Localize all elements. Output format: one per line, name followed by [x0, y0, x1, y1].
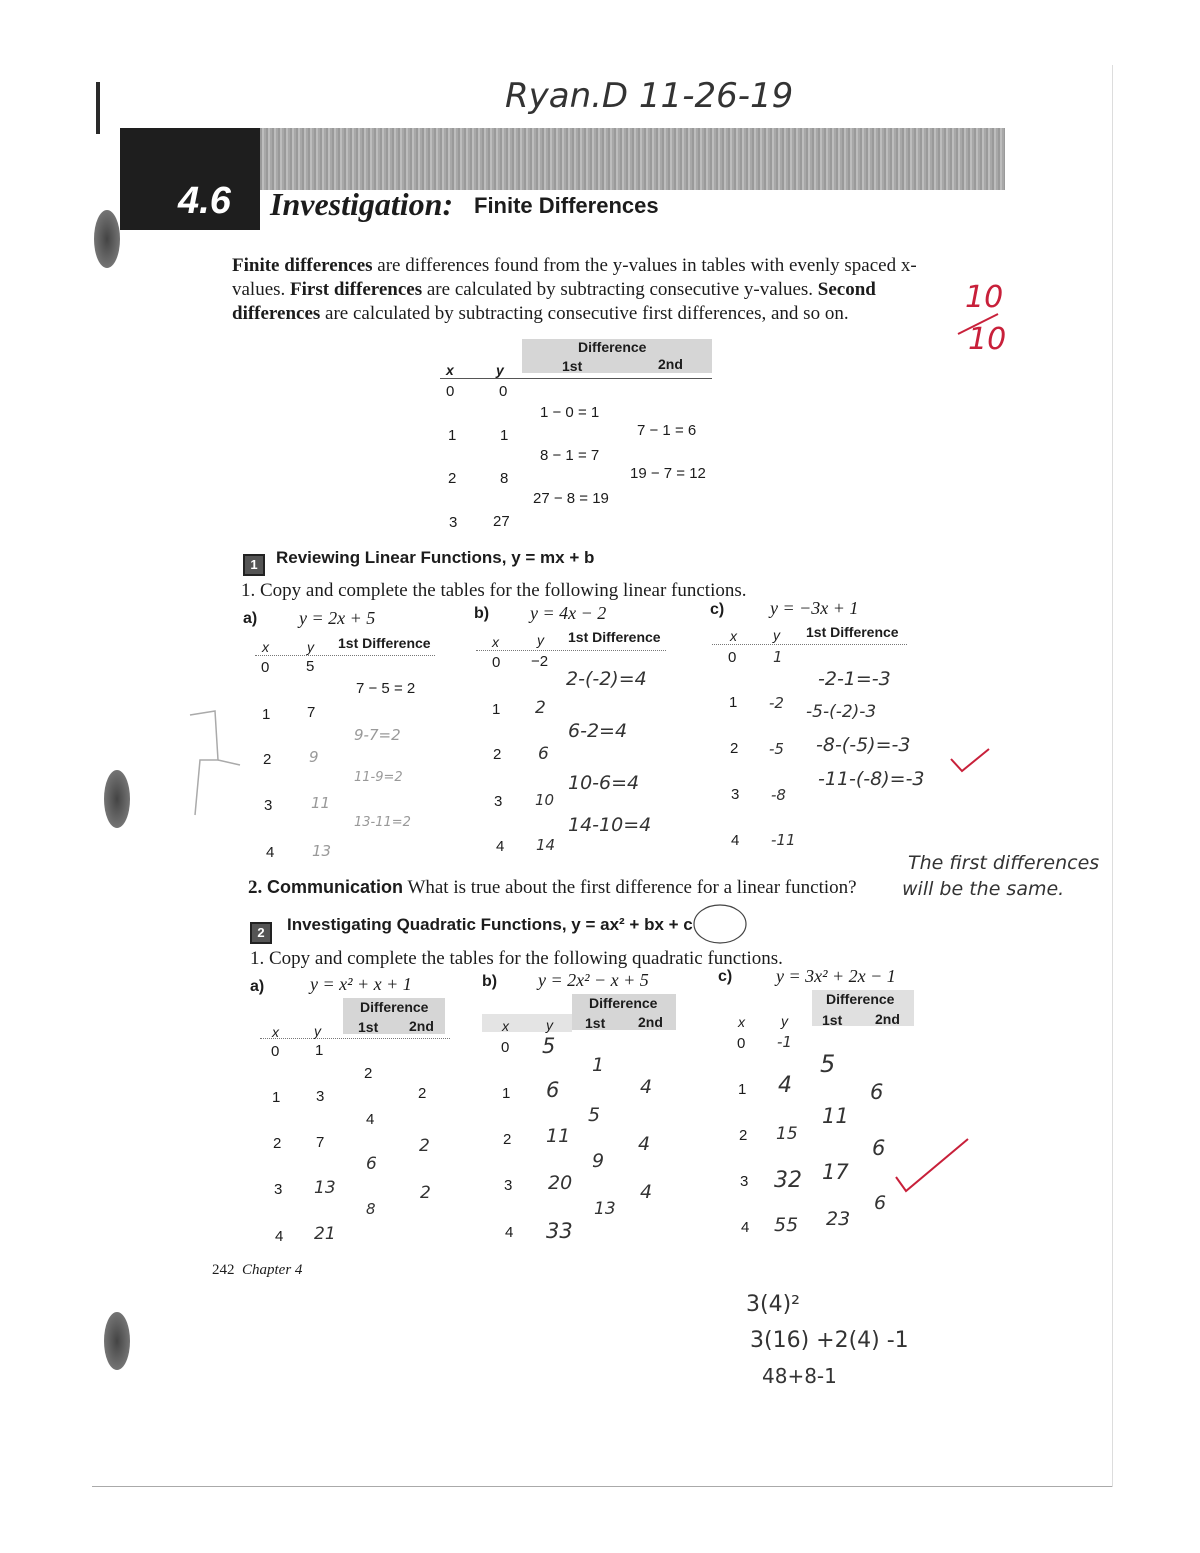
part1-c-x: 4: [731, 832, 740, 849]
part2-c-first-diff: 5: [820, 1050, 836, 1078]
part2-c-equation: y = 3x² + 2x − 1: [776, 966, 896, 986]
part1-b-x: 4: [496, 838, 505, 855]
example-header-1st: 1st: [562, 358, 583, 374]
part2-c-label: c): [718, 968, 733, 985]
binder-hole-mark: [94, 210, 120, 268]
part1-c-label: c): [710, 601, 725, 618]
part2-b-x: 2: [503, 1131, 512, 1148]
part2-c-second-diff: 6: [872, 1136, 886, 1160]
part2-a-label: a): [250, 978, 265, 995]
scan-bottom-edge: [92, 1486, 1112, 1487]
part2-b-first-diff: 9: [592, 1150, 605, 1172]
part2-c-y: -1: [777, 1033, 792, 1051]
part2-b-first-diff: 1: [592, 1054, 605, 1076]
part1-c-diff: -5-(-2)-3: [806, 702, 877, 722]
scan-right-edge: [1112, 65, 1113, 1487]
part2-c-first-diff: 23: [826, 1208, 851, 1230]
part1-q2-answer-line2: will be the same.: [902, 878, 1065, 900]
part2-b-x: 4: [505, 1224, 514, 1241]
scratch-work-line: 3(16) +2(4) -1: [750, 1328, 909, 1353]
intro-text: are differences found from the y-values in tables with evenly spaced x-values.: [232, 255, 917, 300]
part1-b-equation: y = 4x − 2: [530, 603, 607, 623]
part1-c-diff: -2-1=-3: [818, 668, 891, 690]
part2-a-x: 0: [271, 1043, 280, 1060]
part1-c-diff: -8-(-5)=-3: [816, 734, 911, 756]
part2-a-header-difference: Difference: [360, 999, 429, 1015]
part2-a-equation: y = x² + x + 1: [310, 974, 412, 994]
part1-b-header-y: y: [537, 632, 544, 648]
part2-a-header-y: y: [314, 1023, 321, 1039]
part1-number-icon: 1: [243, 554, 265, 576]
scratch-work-line: 48+8-1: [762, 1364, 837, 1388]
part2-c-y: 32: [774, 1168, 802, 1193]
part2-c-header-difference: Difference: [826, 991, 895, 1007]
intro-paragraph: [232, 254, 932, 326]
part2-b-header-1st: 1st: [585, 1015, 606, 1031]
part1-a-header-rule: [255, 655, 435, 656]
part1-c-x: 1: [729, 694, 738, 711]
scratch-work-line: 3(4)²: [746, 1292, 800, 1317]
part2-a-first-diff: 4: [366, 1111, 375, 1128]
part2-a-first-diff: 2: [364, 1065, 373, 1082]
part1-b-label: b): [474, 605, 490, 622]
part1-b-header-diff: 1st Difference: [568, 629, 661, 645]
part2-c-x: 1: [738, 1081, 747, 1098]
example-header-rule: [440, 378, 712, 379]
part2-b-second-diff: 4: [640, 1076, 653, 1098]
part1-c-y: 1: [773, 648, 783, 666]
part2-b-header-x: x: [502, 1018, 509, 1034]
part2-a-y: 1: [315, 1042, 324, 1059]
part2-a-x: 2: [273, 1135, 282, 1152]
chapter-label: Chapter 4: [242, 1262, 303, 1278]
example-second-diff: 19 − 7 = 12: [630, 465, 706, 482]
part2-a-second-diff: 2: [419, 1136, 430, 1156]
part1-c-header-diff: 1st Difference: [806, 624, 899, 640]
part1-c-y: -5: [769, 740, 784, 758]
checkmark-icon: [948, 745, 992, 775]
checkmark-icon: [892, 1135, 972, 1195]
example-first-diff: 27 − 8 = 19: [533, 490, 609, 507]
part2-c-y: 55: [774, 1214, 799, 1236]
part1-b-x: 3: [494, 793, 503, 810]
example-first-diff: 8 − 1 = 7: [540, 447, 600, 464]
example-x: 3: [449, 514, 458, 531]
part1-a-y: 5: [306, 658, 315, 675]
part1-b-diff: 10-6=4: [568, 772, 640, 794]
intro-term: Finite differences: [232, 255, 373, 276]
part2-a-y: 13: [314, 1178, 336, 1198]
part2-c-x: 4: [741, 1219, 750, 1236]
part2-c-first-diff: 11: [822, 1104, 849, 1128]
part2-c-second-diff: 6: [874, 1192, 887, 1214]
part2-c-header-2nd: 2nd: [875, 1011, 900, 1027]
part2-b-label: b): [482, 973, 498, 990]
part2-b-header-y: y: [546, 1017, 553, 1033]
part2-c-header-x: x: [738, 1014, 745, 1030]
part1-b-diff: 14-10=4: [568, 814, 652, 836]
part1-a-diff: 7 − 5 = 2: [356, 680, 416, 697]
part2-b-first-diff: 5: [588, 1104, 601, 1126]
part2-b-header-2nd: 2nd: [638, 1014, 663, 1030]
part1-b-header-x: x: [492, 634, 499, 650]
part1-c-y: -8: [771, 786, 786, 804]
part2-c-x: 0: [737, 1035, 746, 1052]
part1-a-x: 0: [261, 659, 270, 676]
part1-c-header-rule: [712, 644, 907, 645]
part2-heading: Investigating Quadratic Functions, y = ax² + bx + c: [287, 915, 693, 934]
score-numerator: 10: [965, 280, 1004, 315]
example-header-y: y: [496, 362, 504, 378]
part1-c-header-y: y: [773, 627, 780, 643]
part1-c-y: -11: [771, 831, 796, 849]
margin-doodle: [170, 705, 260, 825]
part2-c-x: 2: [739, 1127, 748, 1144]
part2-b-y: 6: [546, 1078, 560, 1102]
part2-question: 1. Copy and complete the tables for the following quadratic functions.: [250, 948, 783, 969]
example-second-diff: 7 − 1 = 6: [637, 422, 697, 439]
scan-edge-mark: [96, 82, 100, 134]
part1-a-diff: 9-7=2: [354, 726, 401, 744]
part2-b-x: 3: [504, 1177, 513, 1194]
part1-b-y: 10: [535, 791, 555, 809]
part2-c-second-diff: 6: [870, 1080, 884, 1104]
part2-b-x: 1: [502, 1085, 511, 1102]
part2-b-y: 11: [546, 1125, 571, 1147]
section-number: 4.6: [178, 180, 231, 222]
part2-b-second-diff: 4: [640, 1181, 653, 1203]
part2-c-x: 3: [740, 1173, 749, 1190]
example-x: 0: [446, 383, 455, 400]
intro-text: are calculated by subtracting consecutive first differences, and so on.: [320, 303, 849, 324]
part2-a-x: 3: [274, 1181, 283, 1198]
example-y: 27: [493, 513, 510, 530]
part2-c-y: 15: [776, 1124, 798, 1144]
page-footer: [212, 1262, 302, 1279]
part1-b-y: 2: [535, 698, 546, 718]
part1-a-header-y: y: [307, 639, 314, 655]
part2-b-header-difference: Difference: [589, 995, 658, 1011]
part2-a-second-diff: 2: [420, 1183, 431, 1203]
part1-a-label: a): [243, 610, 258, 627]
part2-c-first-diff: 17: [822, 1160, 849, 1184]
part2-a-x: 4: [275, 1228, 284, 1245]
part1-a-x: 1: [262, 706, 271, 723]
example-y: 0: [499, 383, 508, 400]
part2-number-icon: 2: [250, 922, 272, 944]
part2-a-header-rule: [260, 1038, 450, 1039]
part1-c-x: 3: [731, 786, 740, 803]
binder-hole-mark: [104, 770, 130, 828]
part1-a-y: 9: [309, 748, 319, 766]
part1-a-y: 11: [311, 794, 331, 812]
part2-a-header-2nd: 2nd: [409, 1018, 434, 1034]
part2-b-equation: y = 2x² − x + 5: [538, 970, 649, 990]
part2-c-y: 4: [778, 1073, 792, 1098]
part1-question: 1. Copy and complete the tables for the following linear functions.: [241, 580, 747, 601]
part1-b-y: 14: [536, 836, 556, 854]
example-first-diff: 1 − 0 = 1: [540, 404, 600, 421]
part1-c-y: -2: [769, 694, 784, 712]
part2-a-y: 7: [316, 1134, 325, 1151]
part1-b-y: −2: [531, 653, 549, 670]
part1-heading: Reviewing Linear Functions, y = mx + b: [276, 548, 595, 567]
part1-q2: [248, 877, 857, 899]
part2-a-first-diff: 8: [366, 1200, 376, 1218]
section-header-band: [260, 128, 1005, 190]
part1-c-x: 2: [730, 740, 739, 757]
part1-a-y: 7: [307, 704, 316, 721]
part1-a-diff: 11-9=2: [354, 770, 403, 785]
part2-b-first-diff: 13: [594, 1199, 616, 1219]
example-x: 2: [448, 470, 457, 487]
part2-b-second-diff: 4: [638, 1133, 651, 1155]
part1-c-diff: -11-(-8)=-3: [818, 768, 925, 790]
part1-q2-answer-line1: The first differences: [908, 852, 1100, 874]
part1-a-x: 4: [266, 844, 275, 861]
part2-a-header-x: x: [272, 1024, 279, 1040]
part1-q2-label: Communication: [267, 877, 404, 897]
part2-b-y: 33: [546, 1219, 573, 1243]
part2-b-y: 5: [542, 1034, 556, 1058]
part1-a-equation: y = 2x + 5: [299, 608, 376, 628]
part2-a-first-diff: 6: [366, 1154, 377, 1174]
binder-hole-mark: [104, 1312, 130, 1370]
example-y: 1: [500, 427, 509, 444]
part2-b-y: 20: [548, 1172, 573, 1194]
part1-c-equation: y = −3x + 1: [770, 598, 859, 618]
circle-mark: [690, 902, 750, 946]
part1-a-diff: 13-11=2: [354, 815, 411, 830]
part2-c-header-y: y: [781, 1013, 788, 1029]
part1-b-x: 1: [492, 701, 501, 718]
part1-b-y: 6: [538, 744, 549, 764]
score-denominator: 10: [968, 322, 1007, 357]
example-header-difference: Difference: [578, 339, 647, 355]
part1-b-x: 2: [493, 746, 502, 763]
part1-b-diff: 2-(-2)=4: [566, 668, 647, 690]
part2-a-x: 1: [272, 1089, 281, 1106]
page-number: 242: [212, 1262, 235, 1278]
example-x: 1: [448, 427, 457, 444]
part2-b-xy-band: [482, 1014, 572, 1032]
intro-term: Second differences: [232, 279, 876, 324]
part2-a-second-diff: 2: [418, 1085, 427, 1102]
part1-a-y: 13: [312, 842, 332, 860]
part1-a-header-diff: 1st Difference: [338, 635, 431, 651]
part2-b-x: 0: [501, 1039, 510, 1056]
part1-b-x: 0: [492, 654, 501, 671]
intro-text: are calculated by subtracting consecutive y-values.: [422, 279, 818, 300]
part1-c-header-x: x: [730, 628, 737, 644]
part2-c-header-1st: 1st: [822, 1012, 843, 1028]
example-header-2nd: 2nd: [658, 356, 683, 372]
example-header-x: x: [446, 362, 454, 378]
student-name-date: Ryan.D 11-26-19: [505, 76, 794, 116]
part2-a-y: 3: [316, 1088, 325, 1105]
section-title-italic: Investigation:: [270, 186, 454, 222]
part1-q2-number: 2.: [248, 877, 263, 898]
intro-term: First differences: [290, 279, 423, 300]
part2-a-header-1st: 1st: [358, 1019, 379, 1035]
part1-q2-text: What is true about the first difference for a linear function?: [407, 877, 857, 898]
part1-c-x: 0: [728, 649, 737, 666]
section-title-bold: Finite Differences: [474, 193, 659, 218]
part1-a-x: 2: [263, 751, 272, 768]
part1-b-diff: 6-2=4: [568, 720, 628, 742]
example-y: 8: [500, 470, 509, 487]
part1-a-header-x: x: [262, 639, 269, 655]
part1-a-x: 3: [264, 797, 273, 814]
part2-a-y: 21: [314, 1224, 336, 1244]
part1-b-header-rule: [476, 650, 666, 651]
